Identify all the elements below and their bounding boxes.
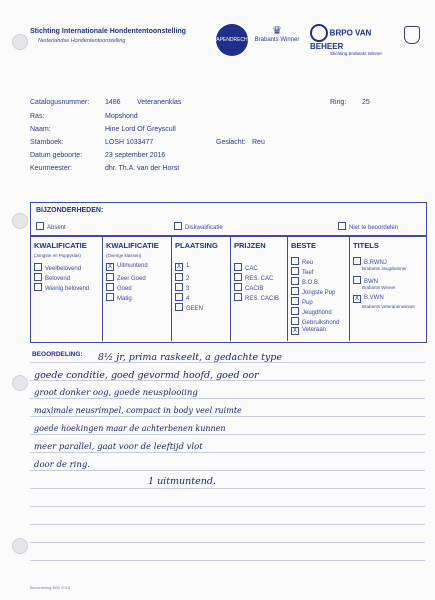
org-subtitle: Nederlandse Hondententoonstelling — [38, 38, 126, 44]
ruled-line — [30, 452, 425, 453]
judgement-line-1: 8½ jr, prima raskeelt, a gedachte type — [98, 352, 283, 363]
footer-code: Beoordeling WW 2015 — [30, 585, 71, 590]
option-label: 2 — [186, 276, 190, 282]
option-label: Teef — [302, 270, 314, 276]
dob-value: 23 september 2016 — [105, 152, 166, 159]
ruled-line — [30, 470, 425, 471]
judgement-line-7: door de ring. — [34, 460, 91, 470]
option-label: 3 — [186, 286, 190, 292]
option-label: B.O.B. — [302, 280, 320, 286]
judgement-line-6: meer parallel, gaat voor de leeftijd vlot — [34, 442, 203, 452]
judgement-line-3: groot donker oog, goede neusplooiing — [34, 388, 198, 398]
titels-opt-3[interactable] — [353, 295, 384, 303]
titels-opt-1-sub: Brabants Jeugdwinner — [362, 266, 407, 271]
judgement-line-2: goede conditie, goed gevormd hoofd, goed oor — [34, 370, 259, 381]
checkbox-checked[interactable]: X — [176, 264, 181, 270]
ring-value: 25 — [362, 99, 370, 106]
sponsor-logo — [310, 24, 402, 56]
titels-opt-1[interactable] — [353, 257, 387, 266]
option-label: 1 — [186, 263, 190, 269]
titels-opt-2[interactable] — [353, 276, 378, 285]
punch-hole — [12, 538, 28, 554]
titels-title: TITELS — [353, 241, 379, 250]
breed-label: Ras: — [30, 113, 45, 120]
row-catalogue — [30, 99, 425, 109]
col-divider — [349, 237, 350, 341]
absent-label: Absent — [47, 225, 66, 231]
option-label: B.RWNJ — [364, 260, 387, 266]
checkbox[interactable] — [234, 283, 242, 291]
checkbox[interactable] — [291, 297, 299, 305]
crown-icon: ♛ — [272, 25, 282, 37]
kwal2-sub: (Overige klassen) — [106, 253, 142, 258]
judgement-line-4: maximale neusrimpel, compact in body veel ruimte — [34, 406, 242, 415]
checkbox[interactable] — [34, 263, 42, 271]
kwal1-opt-1[interactable] — [34, 263, 81, 272]
option-label: CAC — [245, 266, 258, 272]
checkbox[interactable] — [175, 283, 183, 291]
col-divider — [230, 237, 231, 341]
pedigree-value: LOSH 1033477 — [105, 139, 154, 146]
option-label: Pup — [302, 300, 313, 306]
judge-value: dhr. Th.A. van der Horst — [105, 165, 180, 172]
checkbox-checked[interactable]: X — [354, 296, 359, 302]
plaatsing-opt-3[interactable] — [175, 283, 189, 292]
col-divider — [171, 237, 172, 341]
absent-option[interactable] — [36, 222, 66, 231]
checkbox[interactable] — [175, 303, 183, 311]
kwal1-opt-3[interactable] — [34, 283, 89, 292]
punch-hole — [12, 34, 28, 50]
punch-hole — [12, 375, 28, 391]
row-pedigree — [30, 139, 425, 149]
disqualified-checkbox[interactable] — [174, 222, 182, 230]
judgement-label: BEOORDELING: — [32, 351, 83, 358]
plaatsing-opt-1[interactable] — [175, 263, 189, 271]
checkbox[interactable] — [291, 307, 299, 315]
sponsor-sub: Stichting Brabants Winner — [330, 51, 383, 56]
name-label: Naam: — [30, 126, 51, 133]
titels-opt-2-sub: Brabants Winner — [362, 285, 396, 290]
option-label: Matig — [117, 296, 132, 302]
option-label: CACIB — [245, 286, 264, 292]
sex-label: Geslacht: — [216, 139, 246, 146]
option-label: Jeugdhond — [302, 310, 332, 316]
checkbox[interactable] — [291, 287, 299, 295]
checkbox[interactable] — [234, 263, 242, 271]
checkbox[interactable] — [106, 283, 114, 291]
prijzen-opt-1[interactable] — [234, 263, 258, 272]
checkbox[interactable] — [106, 273, 114, 281]
plaatsing-opt-5[interactable] — [175, 303, 203, 312]
ruled-line — [30, 398, 425, 399]
not-judged-label: Niet te beoordelen — [349, 225, 399, 231]
option-label: Zeer Goed — [117, 276, 146, 282]
checkbox-checked[interactable]: X — [292, 328, 297, 334]
option-label: RES. CACIB — [245, 296, 280, 302]
not-judged-checkbox[interactable] — [338, 222, 346, 230]
form-header — [30, 24, 425, 58]
col-divider — [102, 237, 103, 341]
beste-opt-7[interactable] — [291, 317, 339, 326]
beste-opt-2[interactable] — [291, 267, 313, 276]
option-label: GEEN — [186, 306, 204, 312]
ruled-line — [30, 542, 425, 543]
crown-logo-text: Brabants Winner — [254, 37, 300, 43]
ruled-line — [30, 560, 425, 561]
sex-value: Reu — [252, 139, 265, 146]
option-label: Veelbelovend — [45, 266, 82, 272]
catalogue-label: Catalogusnummer: — [30, 99, 90, 106]
dob-label: Datum geboorte: — [30, 152, 83, 159]
kwal1-sub: (Jongste en Puppyklas) — [34, 253, 82, 258]
checkbox[interactable] — [353, 276, 361, 284]
kwal2-opt-4[interactable] — [106, 293, 132, 302]
prijzen-opt-3[interactable] — [234, 283, 263, 292]
option-label: BWN — [364, 279, 378, 285]
option-label: Reu — [302, 260, 314, 266]
ruled-line — [30, 416, 425, 417]
catalogue-value: 1486 — [105, 99, 121, 106]
absent-checkbox[interactable] — [36, 222, 44, 230]
option-label: Belovend — [45, 276, 71, 282]
option-label: RES. CAC — [245, 276, 274, 282]
checkbox[interactable] — [34, 273, 42, 281]
kwal2-opt-3[interactable] — [106, 283, 132, 292]
sponsor-circle-icon — [310, 24, 328, 42]
ruled-line — [30, 506, 425, 507]
badge-logo — [213, 24, 251, 56]
option-label: Veteraan — [302, 327, 327, 333]
checkbox[interactable] — [34, 283, 42, 291]
option-label: Gebruikshond — [302, 320, 340, 326]
titels-opt-3-sub: Brabants Veteranenwinner — [362, 304, 416, 309]
kwal1-title: KWALIFICATIE — [34, 241, 87, 250]
option-label: Goed — [117, 286, 132, 292]
checkbox[interactable] — [175, 273, 183, 281]
beste-opt-4[interactable] — [291, 287, 335, 296]
prijzen-title: PRIJZEN — [234, 241, 266, 250]
not-judged-option[interactable] — [338, 222, 398, 231]
checkbox[interactable] — [106, 293, 114, 301]
option-label: 4 — [186, 296, 190, 302]
judgement-final: 1 uitmuntend. — [148, 476, 216, 487]
class-value: Veteranenklas — [137, 99, 182, 106]
col-divider — [287, 237, 288, 341]
checkbox[interactable] — [175, 293, 183, 301]
pedigree-label: Stamboek: — [30, 139, 64, 146]
kwal2-opt-1[interactable] — [106, 263, 148, 271]
beste-opt-5[interactable] — [291, 297, 313, 306]
kwal1-opt-2[interactable] — [34, 273, 70, 282]
checkbox[interactable] — [291, 317, 299, 325]
judge-label: Keurmeester: — [30, 165, 73, 172]
disqualified-label: Diskwalificatie — [185, 225, 223, 231]
name-value: Hine Lord Of Greyscull — [105, 126, 176, 133]
ruled-line — [30, 524, 425, 525]
checkbox[interactable] — [353, 257, 361, 265]
checkbox[interactable] — [234, 273, 242, 281]
breed-value: Mopshond — [105, 113, 138, 120]
prijzen-opt-2[interactable] — [234, 273, 273, 282]
option-label: Uitmuntend — [117, 263, 148, 269]
badge-logo-text: PAPENDRECHT — [213, 37, 251, 43]
plaatsing-title: PLAATSING — [175, 241, 218, 250]
beste-title: BESTE — [291, 241, 317, 250]
beste-opt-3[interactable] — [291, 277, 320, 286]
checkbox-checked[interactable]: X — [107, 264, 112, 270]
checkbox[interactable] — [291, 267, 299, 275]
details-title: BIJZONDERHEDEN: — [36, 207, 104, 214]
kwal2-title: KWALIFICATIE — [106, 241, 159, 250]
kwal2-opt-2[interactable] — [106, 273, 146, 282]
judgement-line-5: goede hoekingen maar de achterbenen kunnen — [34, 424, 226, 433]
prijzen-opt-4[interactable] — [234, 293, 279, 302]
checkbox[interactable] — [291, 257, 299, 265]
ruled-line — [30, 488, 425, 489]
details-divider — [30, 235, 427, 237]
crown-logo — [254, 24, 300, 43]
checkbox[interactable] — [234, 293, 242, 301]
shield-logo-icon — [404, 26, 420, 44]
ruled-line — [30, 434, 425, 435]
beste-opt-6[interactable] — [291, 307, 332, 316]
sponsor-name: BRPO VAN BEHEER — [310, 28, 372, 51]
disqualified-option[interactable] — [174, 222, 223, 231]
ring-label: Ring: — [330, 99, 347, 106]
option-label: B.VWN — [364, 295, 384, 301]
plaatsing-opt-4[interactable] — [175, 293, 189, 302]
org-name: Stichting Internationale Hondententoonstelling — [30, 28, 186, 35]
beste-opt-8[interactable] — [291, 327, 326, 335]
beste-opt-1[interactable] — [291, 257, 313, 266]
option-label: Weinig belovend — [45, 286, 90, 292]
plaatsing-opt-2[interactable] — [175, 273, 189, 282]
option-label: Jongste Pup — [302, 290, 336, 296]
checkbox[interactable] — [291, 277, 299, 285]
punch-hole — [12, 213, 28, 229]
